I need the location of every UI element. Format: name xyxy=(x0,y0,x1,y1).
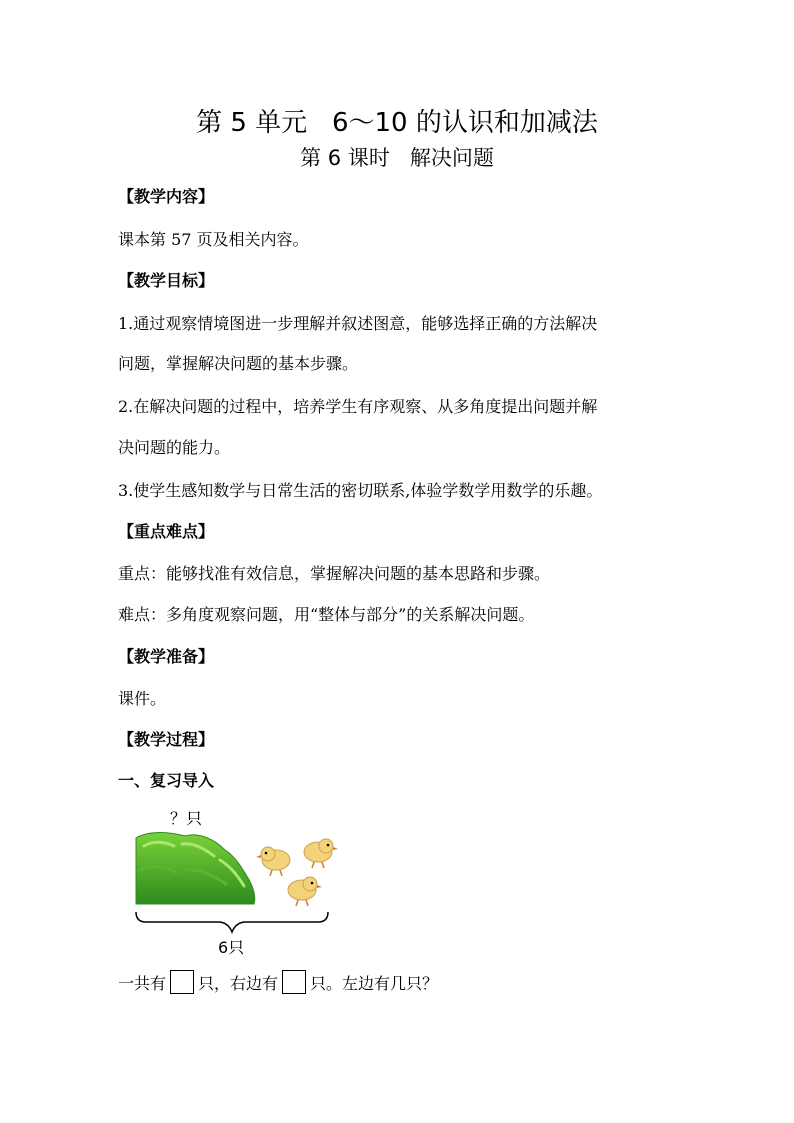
question-label: ？只 xyxy=(170,809,203,828)
section-head-key-points: 【重点难点】 xyxy=(118,522,215,541)
total-label: 6只 xyxy=(218,938,245,957)
goal-2-line-1: 2.在解决问题的过程中，培养学生有序观察、从多角度提出问题并解 xyxy=(118,397,598,416)
chick-icon xyxy=(256,847,290,876)
page-title: 第 5 单元 6～10 的认识和加减法 xyxy=(196,108,598,138)
goal-1-line-1: 1.通过观察情境图进一步理解并叙述图意，能够选择正确的方法解决 xyxy=(118,314,598,333)
question-line xyxy=(118,970,438,994)
page-subtitle: 第 6 课时 解决问题 xyxy=(300,146,494,170)
bush-chicks-figure xyxy=(130,800,360,970)
chick-icon xyxy=(304,839,338,868)
section-head-process: 【教学过程】 xyxy=(118,730,215,749)
answer-box-right[interactable] xyxy=(282,970,306,994)
key-point-text: 重点：能够找准有效信息，掌握解决问题的基本思路和步骤。 xyxy=(118,564,551,583)
section-head-preparation: 【教学准备】 xyxy=(118,647,215,666)
review-heading: 一、复习导入 xyxy=(118,771,215,790)
brace-icon xyxy=(136,912,328,932)
content-text: 课本第 57 页及相关内容。 xyxy=(118,230,309,249)
bush-chicks-illustration xyxy=(130,820,360,950)
goal-1-line-2: 问题，掌握解决问题的基本步骤。 xyxy=(118,354,359,373)
section-head-goals: 【教学目标】 xyxy=(118,271,215,290)
difficult-point-text: 难点：多角度观察问题，用“整体与部分”的关系解决问题。 xyxy=(118,605,535,624)
question-part-1: 一共有 xyxy=(118,973,167,993)
chick-icon xyxy=(288,877,322,906)
preparation-text: 课件。 xyxy=(118,689,167,708)
goal-2-line-2: 决问题的能力。 xyxy=(118,438,231,457)
section-head-content: 【教学内容】 xyxy=(118,187,215,206)
question-part-2: 只，右边有 xyxy=(198,973,279,993)
goal-3: 3.使学生感知数学与日常生活的密切联系,体验学数学用数学的乐趣。 xyxy=(118,481,603,500)
question-part-3: 只。左边有几只？ xyxy=(310,973,439,993)
answer-box-total[interactable] xyxy=(170,970,194,994)
